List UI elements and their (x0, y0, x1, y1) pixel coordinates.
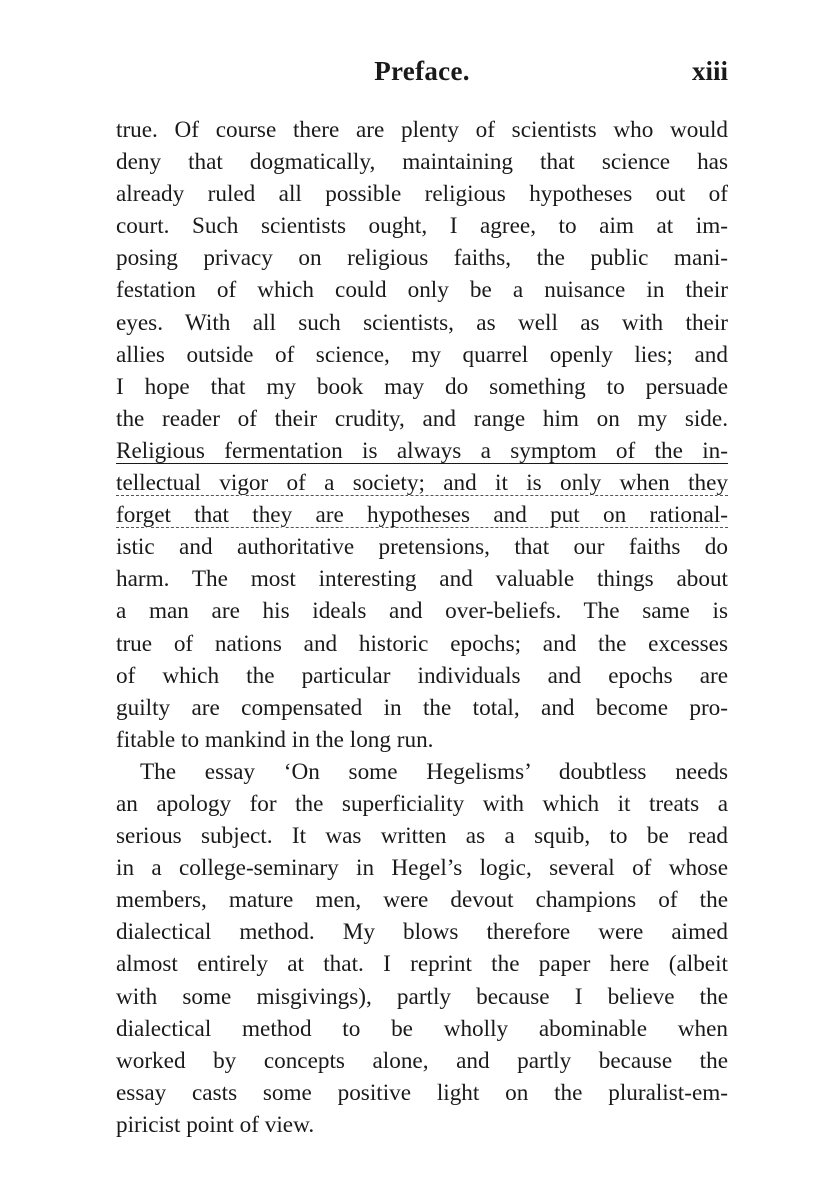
text-line: dialectical method. My blows therefore were aimed (116, 919, 728, 946)
text-line: true of nations and historic epochs; and the excesses (116, 630, 728, 657)
text-line: of which the particular individuals and epochs are (116, 662, 728, 689)
text-line: istic and authoritative pretensions, that our faiths do (116, 534, 728, 561)
text-line: members, mature men, were devout champions of the (116, 887, 728, 914)
text-line: I hope that my book may do something to persuade (116, 373, 728, 400)
text-line: posing privacy on religious faiths, the public mani- (116, 245, 728, 272)
paragraph-1 (116, 114, 728, 756)
text-line: The essay ‘On some Hegelisms’ doubtless needs (140, 758, 728, 785)
text-line: essay casts some positive light on the pluralist-em- (116, 1079, 728, 1106)
text-line: harm. The most interesting and valuable things about (116, 566, 728, 593)
page-number: xiii (691, 56, 728, 86)
underlined-text-line (116, 499, 728, 531)
text-line: true. Of course there are plenty of scientists who would (116, 117, 728, 143)
running-title: Preface. (374, 56, 470, 86)
text-line: dialectical method to be wholly abominable when (116, 1015, 728, 1042)
body-text (116, 114, 728, 1141)
text-line: a man are his ideals and over-beliefs. The same is (116, 598, 728, 625)
text-line: festation of which could only be a nuisance in their (116, 277, 728, 304)
text-line: guilty are compensated in the total, and become pro- (116, 694, 728, 721)
running-head (116, 56, 728, 96)
text-line: an apology for the superficiality with which it treats a (116, 790, 728, 817)
underlined-text-line (116, 435, 728, 467)
text-line: in a college-seminary in Hegel’s logic, several of whose (116, 855, 728, 882)
text-line: with some misgivings), partly because I believe the (116, 983, 728, 1010)
text-line: serious subject. It was written as a squib, to be read (116, 823, 728, 850)
text-line: court. Such scientists ought, I agree, to aim at im- (116, 213, 728, 240)
text-line: almost entirely at that. I reprint the paper here (albeit (116, 951, 728, 978)
text-line: piricist point of view. (116, 1111, 315, 1138)
underlined-passage: tellectual vigor of a society; and it is only when they (116, 470, 728, 497)
paragraph-2 (116, 756, 728, 1141)
text-line: deny that dogmatically, maintaining that science has (116, 149, 728, 176)
text-line: already ruled all possible religious hypotheses out of (116, 181, 728, 208)
text-line: eyes. With all such scientists, as well as with their (116, 309, 728, 336)
underlined-passage: Religious fermentation is always a symptom of the in- (116, 437, 728, 464)
text-line: fitable to mankind in the long run. (116, 726, 434, 753)
underlined-passage: forget that they are hypotheses and put on rational- (116, 502, 728, 529)
text-line: allies outside of science, my quarrel openly lies; and (116, 341, 728, 368)
text-line: worked by concepts alone, and partly because the (116, 1047, 728, 1074)
text-line: the reader of their crudity, and range him on my side. (116, 405, 728, 432)
underlined-text-line (116, 467, 728, 499)
